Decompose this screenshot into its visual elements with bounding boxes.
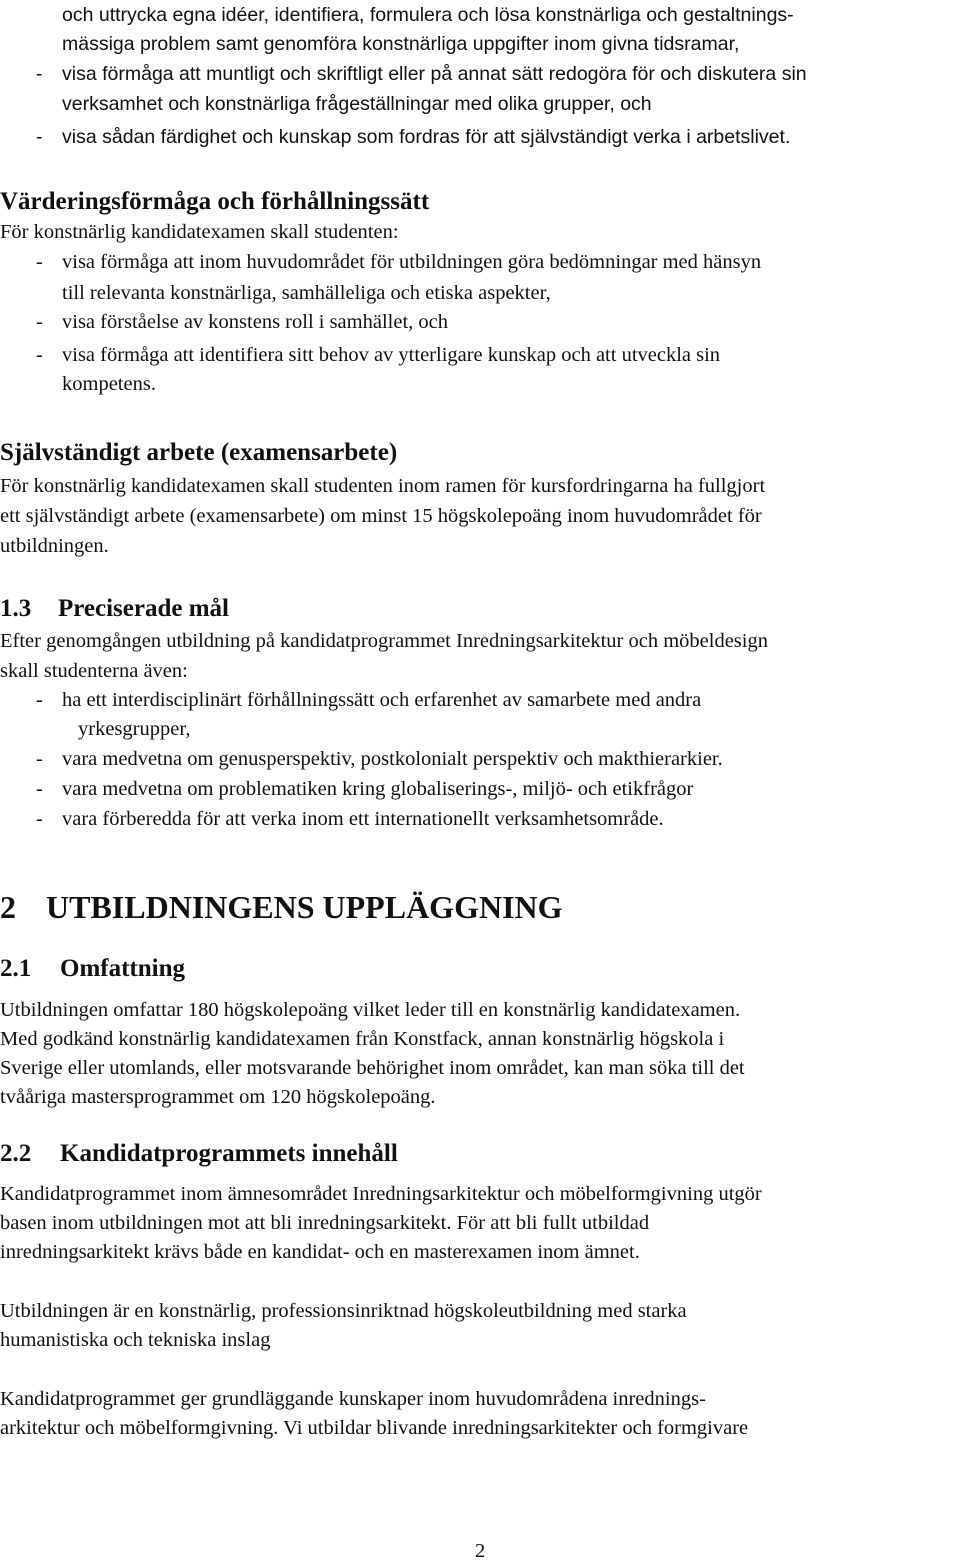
- list-item-continuation: yrkesgrupper,: [78, 718, 191, 740]
- text-line: och uttrycka egna idéer, identifiera, formulera och lösa konstnärliga och gestaltnings-: [62, 4, 794, 26]
- paragraph-line: humanistiska och tekniska inslag: [0, 1329, 271, 1351]
- section-heading-2-1: [0, 955, 185, 983]
- section-heading: Självständigt arbete (examensarbete): [0, 439, 398, 466]
- list-item: visa förmåga att muntligt och skriftligt eller på annat sätt redogöra för och diskutera sin: [62, 63, 807, 85]
- list-item: ha ett interdisciplinärt förhållningssätt och erfarenhet av samarbete med andra: [62, 689, 702, 711]
- section-heading-1-3: [0, 595, 229, 623]
- list-dash: -: [36, 808, 43, 830]
- list-item: visa förmåga att inom huvudområdet för utbildningen göra bedömningar med hänsyn: [62, 251, 762, 273]
- paragraph-line: inredningsarkitekt krävs både en kandidat- och en masterexamen inom ämnet.: [0, 1241, 640, 1263]
- list-item-continuation: kompetens.: [62, 373, 156, 395]
- paragraph-line: Utbildningen är en konstnärlig, professionsinriktnad högskoleutbildning med starka: [0, 1300, 687, 1322]
- section-title: Omfattning: [60, 955, 185, 982]
- paragraph-line: Utbildningen omfattar 180 högskolepoäng vilket leder till en konstnärlig kandidatexamen.: [0, 999, 741, 1021]
- paragraph-line: För konstnärlig kandidatexamen skall studenten:: [0, 221, 399, 243]
- list-item: vara förberedda för att verka inom ett internationellt verksamhetsområde.: [62, 808, 664, 830]
- paragraph-line: Kandidatprogrammet ger grundläggande kunskaper inom huvudområdena inrednings-: [0, 1388, 706, 1410]
- list-item: vara medvetna om problematiken kring globaliserings-, miljö- och etikfrågor: [62, 778, 694, 800]
- section-heading-2-2: [0, 1140, 398, 1168]
- list-dash: -: [36, 311, 43, 333]
- paragraph-line: basen inom utbildningen mot att bli inredningsarkitekt. För att bli fullt utbildad: [0, 1212, 650, 1234]
- list-dash: -: [36, 778, 43, 800]
- paragraph-line: Efter genomgången utbildning på kandidatprogrammet Inredningsarkitektur och möbeldesign: [0, 630, 768, 652]
- paragraph-line: För konstnärlig kandidatexamen skall studenten inom ramen för kursfordringarna ha fullgjort: [0, 475, 766, 497]
- list-dash: -: [36, 748, 43, 770]
- paragraph-line: Sverige eller utomlands, eller motsvarande behörighet inom området, kan man söka till det: [0, 1057, 745, 1079]
- section-number: 2.2: [0, 1140, 32, 1167]
- section-heading: Värderingsförmåga och förhållningssätt: [0, 188, 430, 215]
- chapter-title: UTBILDNINGENS UPPLÄGGNING: [46, 889, 563, 925]
- list-item: vara medvetna om genusperspektiv, postkolonialt perspektiv och makthierarkier.: [62, 748, 723, 770]
- list-item-continuation: verksamhet och konstnärliga frågeställningar med olika grupper, och: [62, 93, 652, 115]
- paragraph-line: Kandidatprogrammet inom ämnesområdet Inredningsarkitektur och möbelformgivning utgör: [0, 1183, 762, 1205]
- list-item: visa förmåga att identifiera sitt behov av ytterligare kunskap och att utveckla sin: [62, 344, 721, 366]
- list-dash: -: [36, 126, 43, 148]
- section-number: 1.3: [0, 595, 32, 622]
- list-dash: -: [36, 63, 43, 85]
- paragraph-line: arkitektur och möbelformgivning. Vi utbildar blivande inredningsarkitekter och formgivare: [0, 1417, 749, 1439]
- text-line: mässiga problem samt genomföra konstnärliga uppgifter inom givna tidsramar,: [62, 33, 740, 55]
- paragraph-line: utbildningen.: [0, 535, 109, 557]
- section-title: Preciserade mål: [58, 595, 229, 622]
- list-item: visa förståelse av konstens roll i samhället, och: [62, 311, 448, 333]
- section-title: Kandidatprogrammets innehåll: [60, 1140, 398, 1167]
- list-item-continuation: till relevanta konstnärliga, samhälleliga och etiska aspekter,: [62, 282, 551, 304]
- chapter-number: 2: [0, 889, 16, 925]
- list-dash: -: [36, 689, 43, 711]
- list-dash: -: [36, 251, 43, 273]
- paragraph-line: Med godkänd konstnärlig kandidatexamen från Konstfack, annan konstnärlig högskola i: [0, 1028, 725, 1050]
- paragraph-line: ett självständigt arbete (examensarbete) om minst 15 högskolepoäng inom huvudområdet för: [0, 505, 762, 527]
- chapter-heading-2: [0, 889, 563, 926]
- page-number: 2: [475, 1540, 486, 1562]
- paragraph-line: skall studenterna även:: [0, 660, 188, 682]
- list-dash: -: [36, 344, 43, 366]
- paragraph-line: tvååriga mastersprogrammet om 120 högskolepoäng.: [0, 1086, 436, 1108]
- section-number: 2.1: [0, 955, 32, 982]
- list-item: visa sådan färdighet och kunskap som fordras för att självständigt verka i arbetslivet.: [62, 126, 791, 148]
